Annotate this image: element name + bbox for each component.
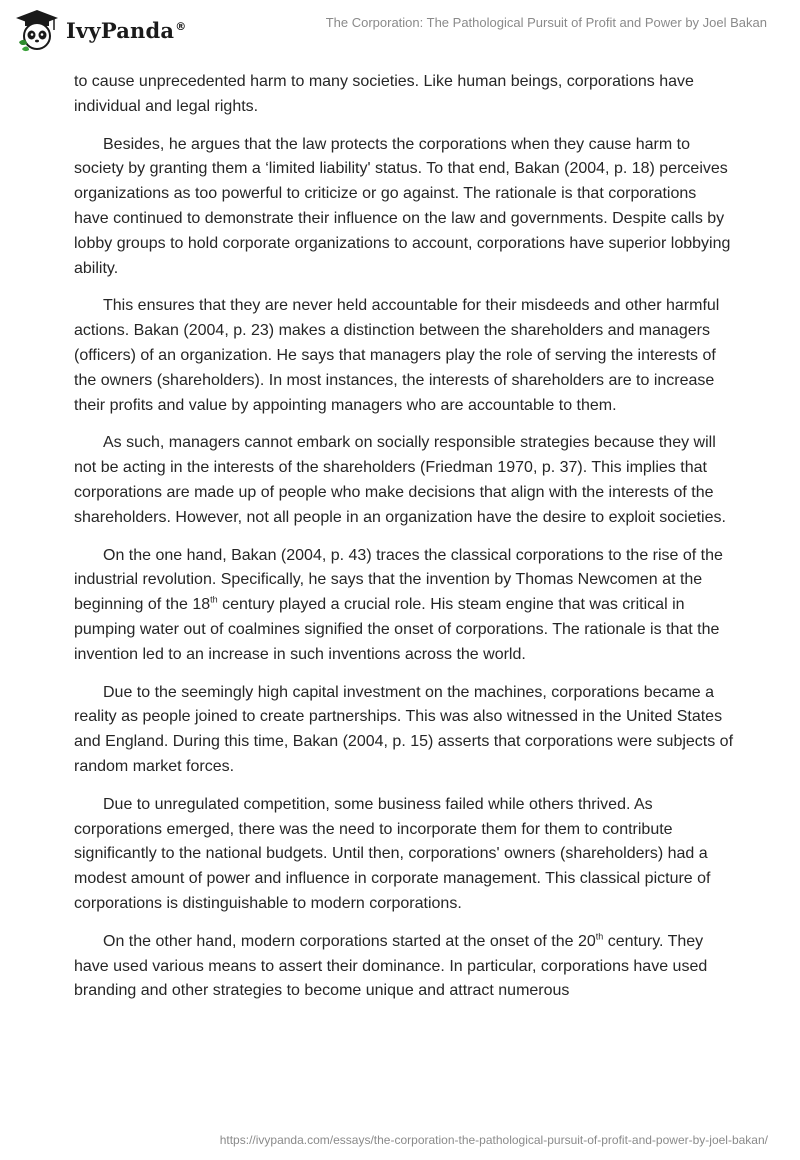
paragraph: Due to unregulated competition, some business failed while others thrived. As corporations emerged, there was the need to incorporate them for them to contribute significantly to the national budgets. Until then, corporations' owners (shareholders) had a modest amount of power and influence in corporate management. This classical picture of corporations is distinguishable to modern corporations. [74, 795, 711, 912]
logo-name: IvyPanda [66, 17, 175, 43]
paragraph: This ensures that they are never held accountable for their misdeeds and other harmful actions. Bakan (2004, p. 23) makes a distinction between the shareholders and managers (officers) of an organization. He says that managers play the role of serving the interests of the owners (shareholders). In most instances, the interests of shareholders are to increase their profits and value by appointing managers who are accountable to them. [74, 297, 720, 414]
logo-wordmark [66, 18, 186, 43]
paragraph: Due to the seemingly high capital investment on the machines, corporations became a reality as people joined to create partnerships. This was also witnessed in the United States and England. During this time, Bakan (2004, p. 15) asserts that corporations were subjects of random market forces. [74, 683, 734, 775]
paragraph [74, 544, 734, 668]
paragraph-text: On the other hand, modern corporations started at the onset of the 20 [103, 932, 596, 950]
paragraph-text: century played a crucial role. His steam engine that was critical in pumping water out of coalmines signified the onset of corporations. The rationale is that the invention led to an increase in such inventions across the world. [74, 596, 720, 663]
ivypanda-logo[interactable] [14, 8, 186, 52]
essay-body [74, 70, 734, 1017]
paragraph-text: century. They have used various means to assert their dominance. In particular, corporations have used branding and other strategies to become unique and attract numerous [74, 932, 708, 1000]
panda-graduate-icon [14, 8, 60, 52]
document-title: The Corporation: The Pathological Pursuit of Profit and Power by Joel Bakan [325, 15, 767, 30]
registered-mark: ® [175, 19, 187, 33]
paragraph-text: On the one hand, Bakan (2004, p. 43) traces the classical corporations to the rise of the industrial revolution. Specifically, he says that the invention by Thomas Newcomen at the beginning of the 18 [74, 546, 723, 614]
ordinal-suffix: th [595, 931, 604, 942]
source-url[interactable]: https://ivypanda.com/essays/the-corporation-the-pathological-pursuit-of-profit-and-power-by-joel-bakan/ [219, 1133, 768, 1147]
ordinal-suffix: th [210, 594, 218, 605]
paragraph: Besides, he argues that the law protects the corporations when they cause harm to society by granting them a ‘limited liability' status. To that end, Bakan (2004, p. 18) perceives organizations as too powerful to criticize or go against. The rationale is that corporations have continued to demonstrate their influence on the law and governments. Despite calls by lobby groups to hold corporate organizations to account, corporations have superior lobbying ability. [74, 135, 731, 277]
paragraph: to cause unprecedented harm to many societies. Like human beings, corporations have individual and legal rights. [74, 73, 694, 115]
paragraph [74, 930, 734, 1004]
paragraph: As such, managers cannot embark on socially responsible strategies because they will not be acting in the interests of the shareholders (Friedman 1970, p. 37). This implies that corporations are made up of people who make decisions that align with the interests of the shareholders. However, not all people in an organization have the desire to exploit societies. [74, 434, 726, 526]
